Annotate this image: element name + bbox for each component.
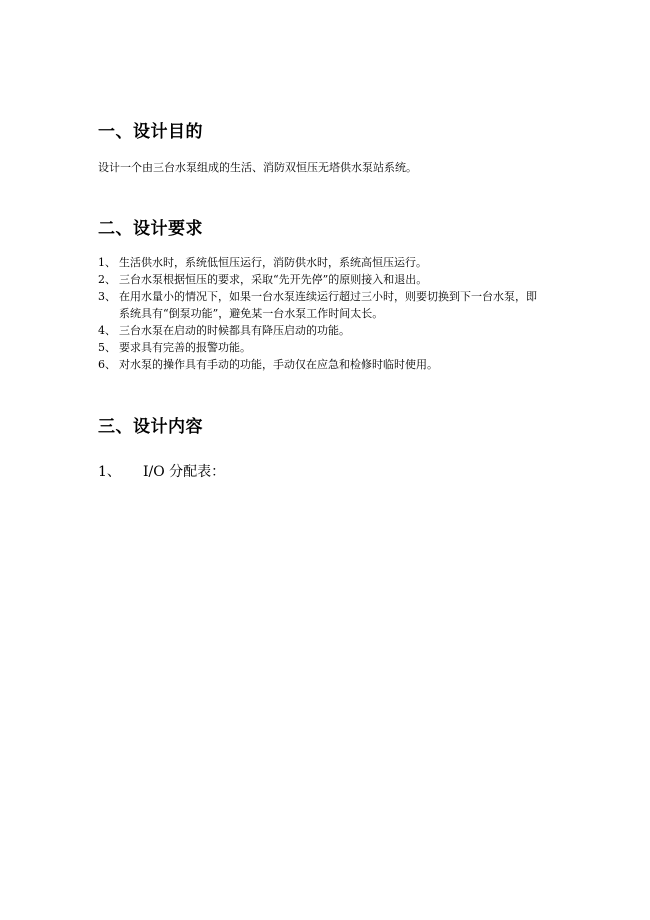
design-purpose-paragraph: 设计一个由三台水泵组成的生活、消防双恒压无塔供水泵站系统。 — [98, 161, 417, 174]
list-item-text — [119, 288, 558, 322]
list-item — [98, 254, 558, 271]
list-item — [98, 339, 558, 356]
subsection-number: 1、 — [98, 464, 121, 480]
requirements-list — [98, 254, 558, 373]
list-item-number: 5、 — [98, 341, 116, 354]
list-item-text: 三台水泵在启动的时候都具有降压启动的功能。 — [119, 324, 350, 337]
list-item — [98, 322, 558, 339]
list-item-text-line: 在用水量小的情况下，如果一台水泵连续运行超过三小时，则要切换到下一台水泵，即 — [119, 290, 537, 303]
list-item-text: 三台水泵根据恒压的要求，采取“先开先停”的原则接入和退出。 — [119, 273, 428, 286]
list-item-number: 4、 — [98, 324, 116, 337]
section-heading-design-content: 三、设计内容 — [98, 417, 203, 437]
list-item-number: 1、 — [98, 256, 116, 269]
section-heading-design-purpose: 一、设计目的 — [98, 122, 203, 142]
list-item-text-line: 系统具有“倒泵功能”，避免某一台水泵工作时间太长。 — [119, 307, 384, 320]
list-item-text: 要求具有完善的报警功能。 — [119, 341, 251, 354]
list-item — [98, 356, 558, 373]
list-item-number: 6、 — [98, 358, 116, 371]
list-item — [98, 271, 558, 288]
section-heading-design-requirements: 二、设计要求 — [98, 219, 203, 239]
list-item-number: 2、 — [98, 273, 116, 286]
subsection-title: I/O 分配表： — [143, 464, 226, 480]
list-item-text: 生活供水时，系统低恒压运行，消防供水时，系统高恒压运行。 — [119, 256, 427, 269]
list-item-text: 对水泵的操作具有手动的功能，手动仅在应急和检修时临时使用。 — [119, 358, 438, 371]
list-item — [98, 288, 558, 322]
list-item-number: 3、 — [98, 290, 116, 303]
subsection-heading-io-table — [98, 461, 225, 481]
